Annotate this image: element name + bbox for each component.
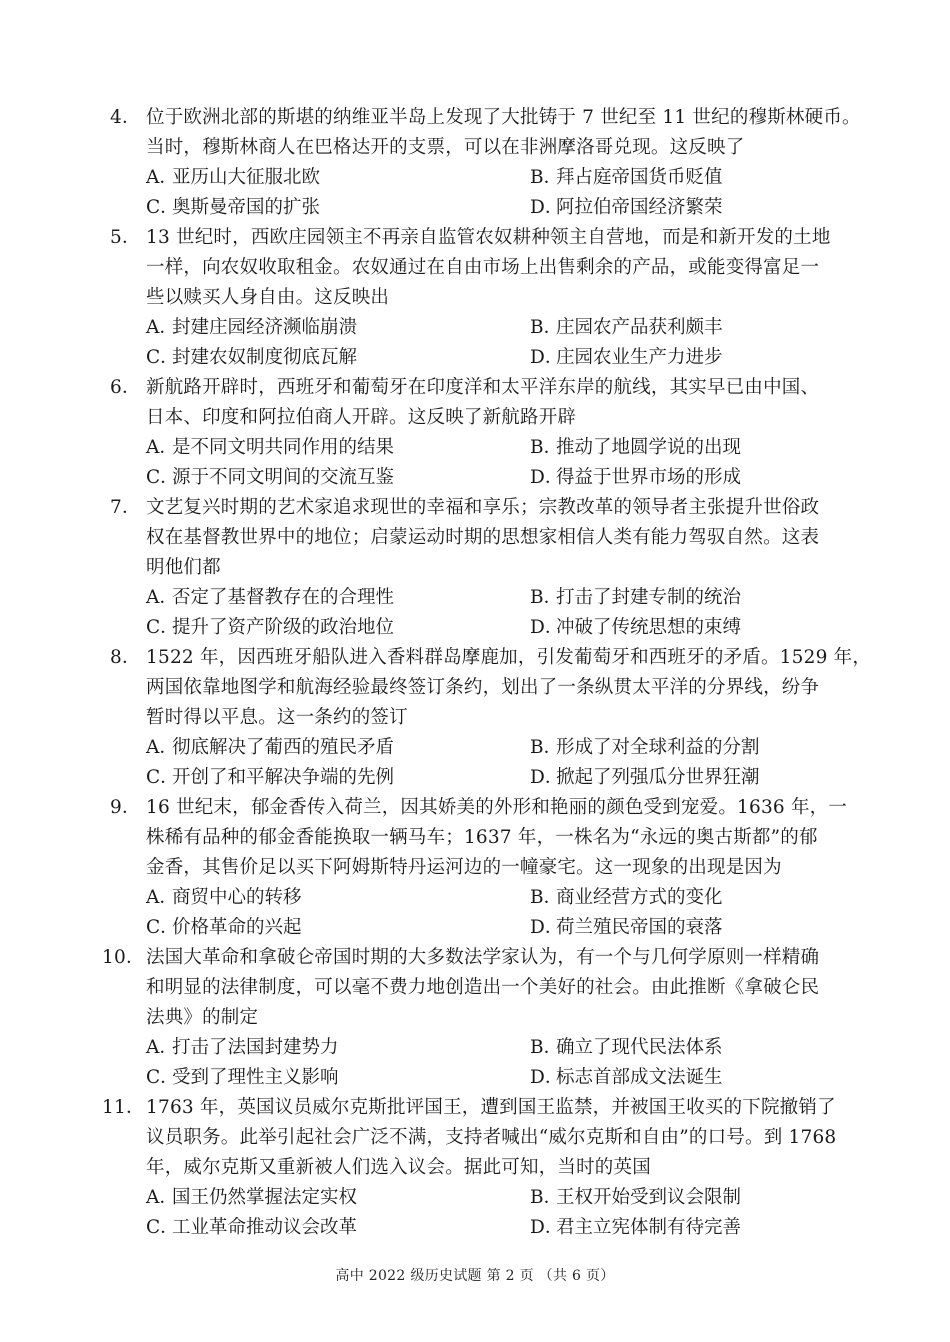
question-number: 7． xyxy=(110,497,141,518)
question-number: 11． xyxy=(102,1097,145,1118)
option-c[interactable]: C．源于不同文明间的交流互鉴 xyxy=(146,467,395,488)
option-a[interactable]: A．打击了法国封建势力 xyxy=(146,1037,339,1058)
question-6 xyxy=(110,373,855,493)
option-b[interactable]: B．庄园农产品获利颇丰 xyxy=(530,317,723,338)
question-stem-line: 10．法国大革命和拿破仑帝国时期的大多数法学家认为，有一个与几何学原则一样精确 xyxy=(110,943,855,973)
option-a[interactable]: A．彻底解决了葡西的殖民矛盾 xyxy=(146,737,395,758)
options-row xyxy=(110,883,855,913)
question-8 xyxy=(110,643,872,793)
question-stem-line: 和明显的法律制度，可以毫不费力地创造出一个美好的社会。由此推断《拿破仑民 xyxy=(146,977,820,998)
question-stem-line: 法典》的制定 xyxy=(146,1007,259,1028)
options-row xyxy=(110,313,855,343)
option-b[interactable]: B．拜占庭帝国货币贬值 xyxy=(530,167,723,188)
question-stem-line: 4． 位于欧洲北部的斯堪的纳维亚半岛上发现了大批铸于 7 世纪至 11 世纪的穆斯林硬币。 xyxy=(110,103,855,133)
question-stem-line: 年，威尔克斯又重新被人们选入议会。据此可知，当时的英国 xyxy=(146,1157,651,1178)
question-11 xyxy=(102,1093,855,1243)
question-number: 4． xyxy=(110,107,141,128)
option-c[interactable]: C．工业革命推动议会改革 xyxy=(146,1217,358,1238)
question-stem-line: 9． 16 世纪末，郁金香传入荷兰，因其娇美的外形和艳丽的颜色受到宠爱。1636 年，一 xyxy=(110,793,855,823)
question-number: 10． xyxy=(102,947,145,968)
question-9 xyxy=(110,793,855,943)
question-stem-line: 株稀有品种的郁金香能换取一辆马车；1637 年，一株名为“永远的奥古斯都”的郁 xyxy=(146,827,818,848)
option-b[interactable]: B．王权开始受到议会限制 xyxy=(530,1187,742,1208)
option-b[interactable]: B．确立了现代民法体系 xyxy=(530,1037,723,1058)
options-row xyxy=(110,163,855,193)
options-row xyxy=(110,193,855,223)
option-b[interactable]: B．打击了封建专制的统治 xyxy=(530,587,742,608)
option-b[interactable]: B．形成了对全球利益的分割 xyxy=(530,737,760,758)
option-d[interactable]: D．荷兰殖民帝国的衰落 xyxy=(530,917,723,938)
question-stem-line: 明他们都 xyxy=(146,557,221,578)
option-c[interactable]: C．封建农奴制度彻底瓦解 xyxy=(146,347,358,368)
option-c[interactable]: C．提升了资产阶级的政治地位 xyxy=(146,617,395,638)
options-row xyxy=(110,583,855,613)
options-row xyxy=(110,1063,855,1093)
option-d[interactable]: D．阿拉伯帝国经济繁荣 xyxy=(530,197,723,218)
option-d[interactable]: D．掀起了列强瓜分世界狂潮 xyxy=(530,767,760,788)
question-stem-line: 两国依靠地图学和航海经验最终签订条约，划出了一条纵贯太平洋的分界线，纷争 xyxy=(146,677,820,698)
option-d[interactable]: D．得益于世界市场的形成 xyxy=(530,467,742,488)
question-stem-line: 些以赎买人身自由。这反映出 xyxy=(146,287,390,308)
option-d[interactable]: D．君主立宪体制有待完善 xyxy=(530,1217,742,1238)
option-b[interactable]: B．商业经营方式的变化 xyxy=(530,887,723,908)
option-c[interactable]: C．受到了理性主义影响 xyxy=(146,1067,339,1088)
options-row xyxy=(110,1183,855,1213)
question-stem-line: 8． 1522 年，因西班牙船队进入香料群岛摩鹿加，引发葡萄牙和西班牙的矛盾。1529 年， xyxy=(110,643,855,673)
option-a[interactable]: A．封建庄园经济濒临崩溃 xyxy=(146,317,358,338)
page-footer: 高中 2022 级历史试题 第 2 页 （共 6 页） xyxy=(335,1268,615,1284)
options-row xyxy=(110,343,855,373)
question-7 xyxy=(110,493,855,643)
question-stem-line: 当时，穆斯林商人在巴格达开的支票，可以在非洲摩洛哥兑现。这反映了 xyxy=(146,137,745,158)
option-d[interactable]: D．标志首部成文法诞生 xyxy=(530,1067,723,1088)
question-number: 6． xyxy=(110,377,141,398)
option-a[interactable]: A．商贸中心的转移 xyxy=(146,887,302,908)
option-d[interactable]: D．庄园农业生产力进步 xyxy=(530,347,723,368)
options-row xyxy=(110,913,855,943)
question-4 xyxy=(110,103,861,223)
options-row xyxy=(110,433,855,463)
question-number: 8． xyxy=(110,647,141,668)
question-number: 5． xyxy=(110,227,141,248)
question-5 xyxy=(110,223,855,373)
question-number: 9． xyxy=(110,797,141,818)
option-d[interactable]: D．冲破了传统思想的束缚 xyxy=(530,617,742,638)
question-stem-line: 权在基督教世界中的地位；启蒙运动时期的思想家相信人类有能力驾驭自然。这表 xyxy=(146,527,820,548)
options-row xyxy=(110,763,855,793)
options-row xyxy=(110,1033,855,1063)
options-row xyxy=(110,463,855,493)
question-stem-line: 暂时得以平息。这一条约的签订 xyxy=(146,707,408,728)
option-b[interactable]: B．推动了地圆学说的出现 xyxy=(530,437,742,458)
options-row xyxy=(110,1213,855,1243)
question-10 xyxy=(102,943,855,1093)
options-row xyxy=(110,613,855,643)
option-a[interactable]: A．国王仍然掌握法定实权 xyxy=(146,1187,358,1208)
options-row xyxy=(110,733,855,763)
question-stem-line: 5． 13 世纪时，西欧庄园领主不再亲自监管农奴耕种领主自营地，而是和新开发的土地 xyxy=(110,223,855,253)
question-stem-line: 议员职务。此举引起社会广泛不满，支持者喊出“威尔克斯和自由”的口号。到 1768 xyxy=(146,1127,837,1148)
option-c[interactable]: C．价格革命的兴起 xyxy=(146,917,302,938)
option-c[interactable]: C．开创了和平解决争端的先例 xyxy=(146,767,395,788)
question-stem-line: 6． 新航路开辟时，西班牙和葡萄牙在印度洋和太平洋东岸的航线，其实早已由中国、 xyxy=(110,373,855,403)
option-a[interactable]: A．否定了基督教存在的合理性 xyxy=(146,587,395,608)
option-a[interactable]: A．是不同文明共同作用的结果 xyxy=(146,437,395,458)
option-c[interactable]: C．奥斯曼帝国的扩张 xyxy=(146,197,321,218)
option-a[interactable]: A．亚历山大征服北欧 xyxy=(146,167,321,188)
question-stem-line: 金香，其售价足以买下阿姆斯特丹运河边的一幢豪宅。这一现象的出现是因为 xyxy=(146,857,782,878)
question-stem-line: 11．1763 年，英国议员威尔克斯批评国王，遭到国王监禁，并被国王收买的下院撤销了 xyxy=(110,1093,855,1123)
question-stem-line: 一样，向农奴收取租金。农奴通过在自由市场上出售剩余的产品，或能变得富足一 xyxy=(146,257,820,278)
question-stem-line: 7． 文艺复兴时期的艺术家追求现世的幸福和享乐；宗教改革的领导者主张提升世俗政 xyxy=(110,493,855,523)
question-stem-line: 日本、印度和阿拉伯商人开辟。这反映了新航路开辟 xyxy=(146,407,577,428)
